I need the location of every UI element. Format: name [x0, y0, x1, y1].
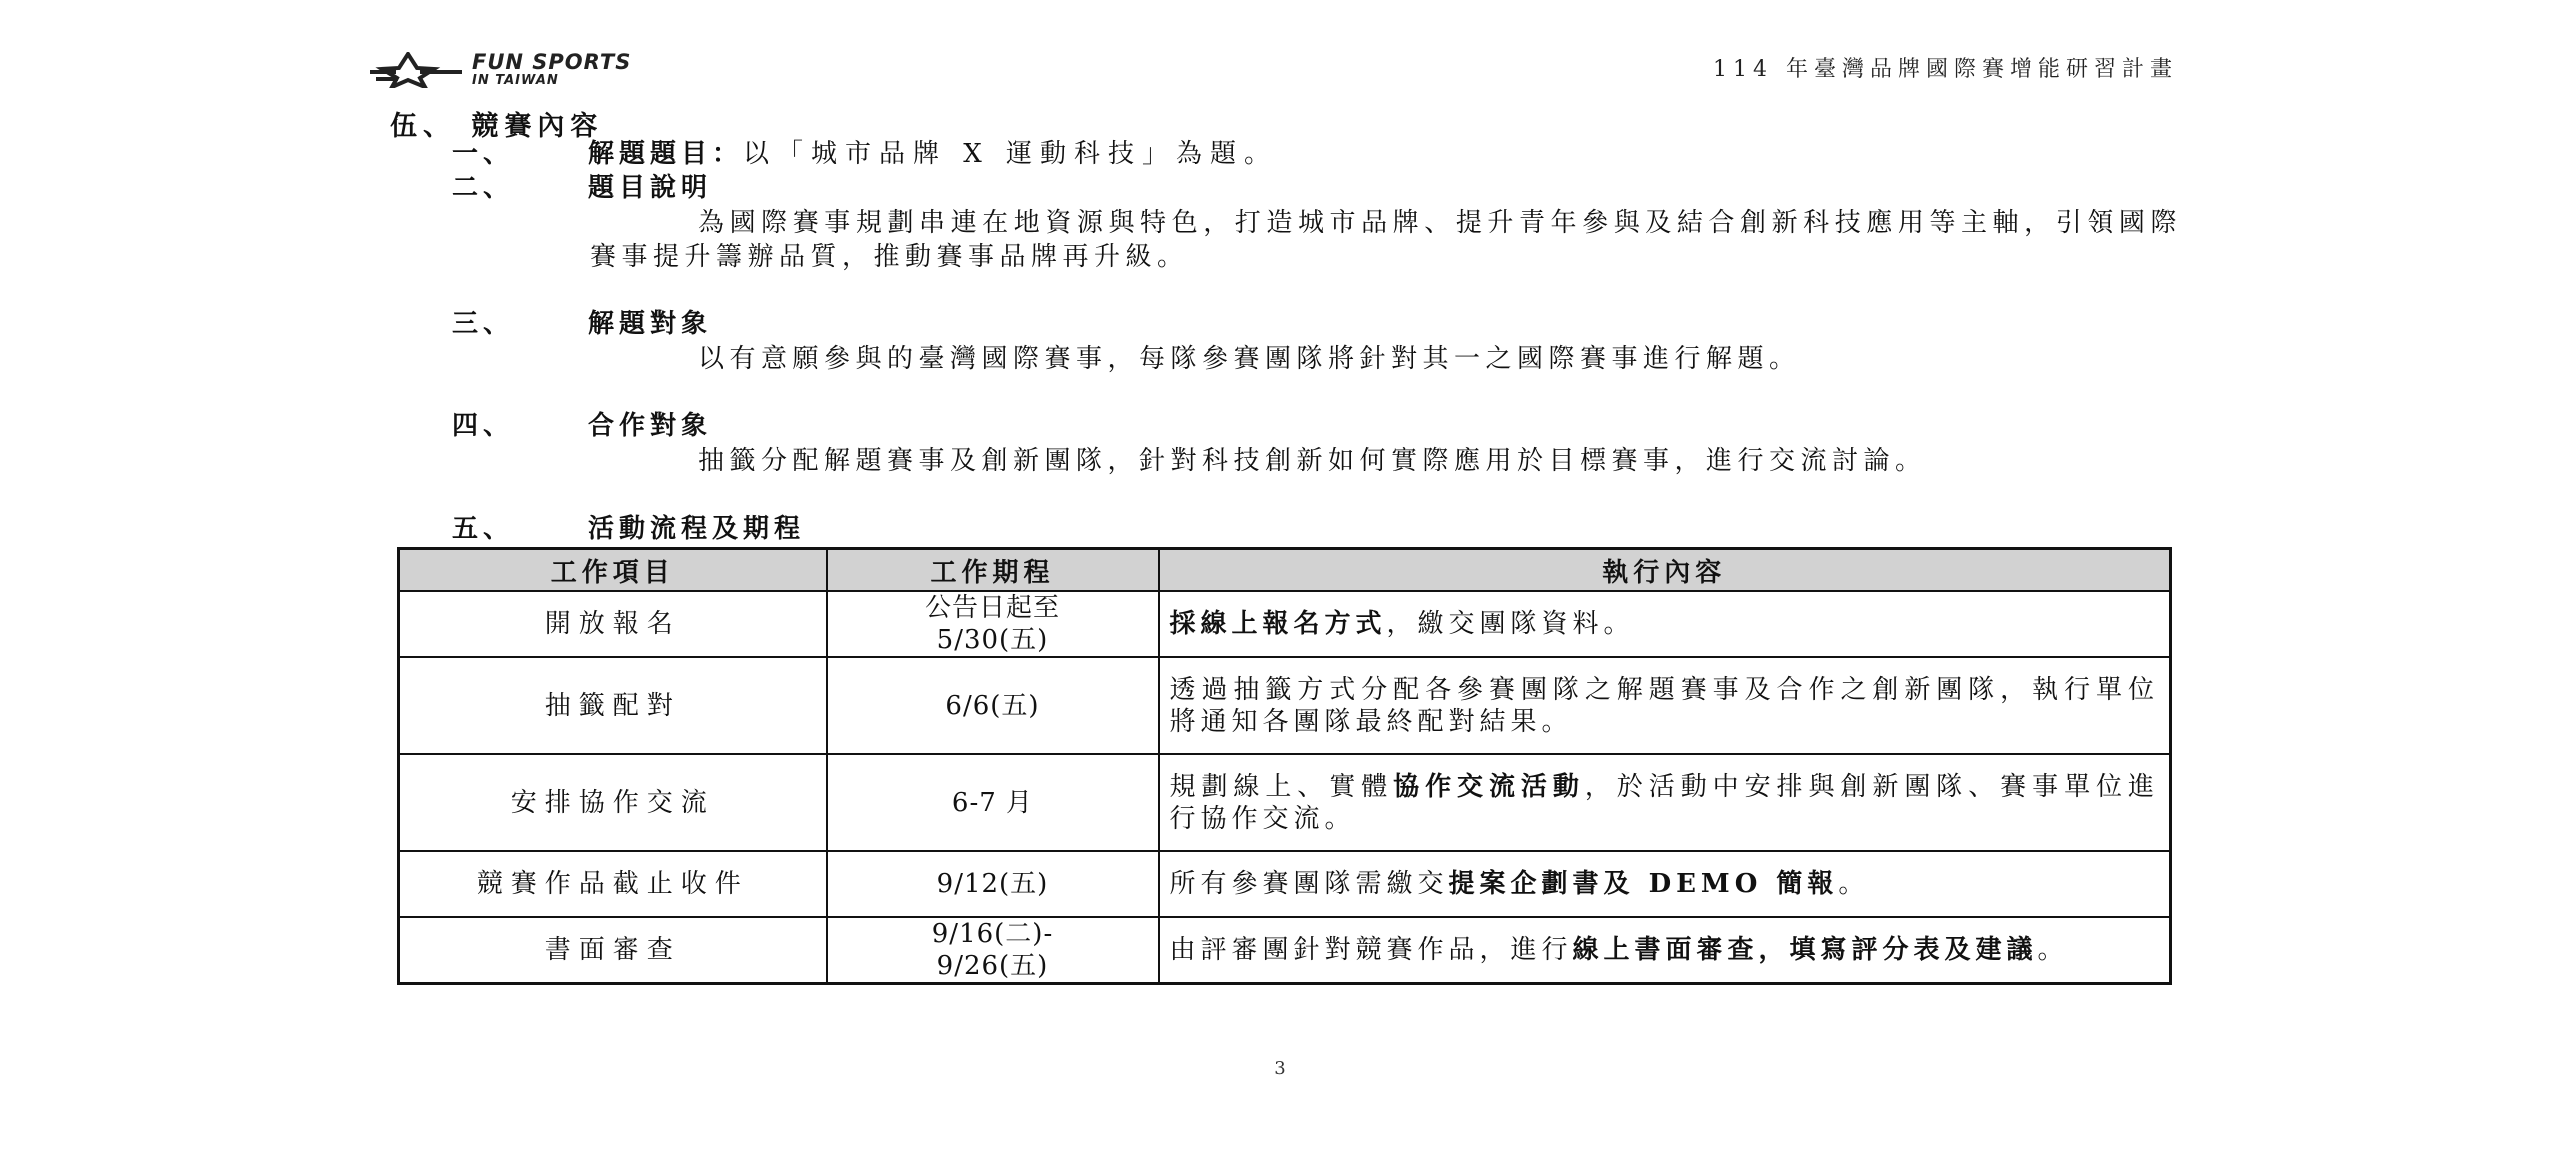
period-line: 9/16(二)-: [931, 919, 1054, 949]
content-cell: [1159, 591, 2171, 657]
period-line: 公告日起至: [924, 593, 1060, 623]
section-paragraph: 抽籤分配解題賽事及創新團隊，針對科技創新如何實際應用於目標賽事，進行交流討論。: [698, 446, 1927, 476]
section-inline-text: 以「城市品牌 X 運動科技」為題。: [743, 139, 1279, 169]
content-bold-text: 線上書面審查，填寫評分表及建議: [1572, 935, 2038, 965]
section-number: 五、: [452, 514, 515, 544]
work-period-cell: [827, 917, 1159, 984]
work-period-cell: [827, 754, 1159, 851]
period-line: 5/30(五): [936, 625, 1049, 655]
table-row: [399, 657, 2171, 754]
runner-star-icon: [368, 52, 464, 88]
section-target: [452, 308, 2182, 376]
section-paragraph: 為國際賽事規劃串連在地資源與特色，打造城市品牌、提升青年參與及結合創新科技應用等主軸，引領國際賽事提升籌辦品質，推動賽事品牌再升級。: [590, 208, 2182, 272]
chapter-heading: 伍、 競賽內容: [390, 111, 604, 142]
section-heading: [452, 308, 2182, 342]
section-number: 二、: [452, 173, 515, 203]
content-text: ，於活動中安排與創新團隊、賽事單位進行協作交流。: [1169, 771, 2159, 834]
section-title: 題目說明: [588, 173, 713, 203]
section-topic: [452, 138, 2182, 172]
content-cell: [1159, 657, 2171, 754]
period-line: 6-7 月: [951, 787, 1034, 818]
work-item-cell: 安排協作交流: [399, 754, 827, 851]
fun-sports-logo: [368, 52, 728, 88]
work-item-cell: 書面審查: [399, 917, 827, 984]
work-item-cell: 抽籤配對: [399, 657, 827, 754]
header-work-item: 工作項目: [399, 549, 827, 592]
logo-wordmark: [472, 52, 732, 87]
section-number: 三、: [452, 309, 515, 339]
header-title: 114 年臺灣品牌國際賽增能研習計畫: [1713, 57, 2178, 82]
page-number: 3: [1274, 1058, 1286, 1079]
content-cell: [1159, 851, 2171, 917]
section-number: 四、: [452, 411, 515, 441]
work-period-cell: [827, 591, 1159, 657]
header-content: 執行內容: [1159, 549, 2171, 592]
period-line: 9/26(五): [936, 951, 1049, 981]
section-number: 一、: [452, 139, 515, 169]
table-row: [399, 851, 2171, 917]
table-row: [399, 754, 2171, 851]
section-heading: [452, 513, 2182, 547]
section-title: 活動流程及期程: [588, 514, 806, 544]
logo-line1: FUN SPORTS: [472, 50, 632, 74]
content-bold-text: 協作交流活動: [1393, 771, 1585, 802]
section-partner: [452, 410, 2182, 478]
section-heading: [452, 138, 2182, 172]
period-line: 6/6(五): [945, 690, 1040, 721]
table-header-row: [399, 549, 2171, 592]
section-title: 合作對象: [588, 411, 713, 441]
content-text: 。: [2037, 935, 2069, 965]
content-cell: [1159, 754, 2171, 851]
content-text: 規劃線上、實體: [1169, 771, 1394, 802]
content-bold-text: 採線上報名方式: [1169, 609, 1387, 639]
table-row: [399, 917, 2171, 984]
header-work-period: 工作期程: [827, 549, 1159, 592]
section-title: 解題對象: [588, 309, 713, 339]
section-heading: [452, 410, 2182, 444]
content-cell: [1159, 917, 2171, 984]
section-description: [452, 172, 2182, 274]
section-schedule: [452, 513, 2182, 547]
content-text: 。: [1838, 869, 1870, 899]
work-item-cell: 競賽作品截止收件: [399, 851, 827, 917]
schedule-table: [397, 547, 2172, 985]
content-text: 所有參賽團隊需繳交: [1169, 869, 1449, 899]
work-period-cell: [827, 657, 1159, 754]
content-text: ，繳交團隊資料。: [1386, 609, 1635, 639]
section-heading: [452, 172, 2182, 206]
section-paragraph: 以有意願參與的臺灣國際賽事，每隊參賽團隊將針對其一之國際賽事進行解題。: [698, 344, 1801, 374]
work-period-cell: [827, 851, 1159, 917]
period-line: 9/12(五): [936, 869, 1049, 899]
logo-line2: IN TAIWAN: [472, 73, 559, 88]
section-title: 解題題目：: [588, 139, 744, 169]
content-text: 由評審團針對競賽作品，進行: [1169, 935, 1573, 965]
table-row: [399, 591, 2171, 657]
content-bold-text: 提案企劃書及 DEMO 簡報: [1448, 869, 1839, 899]
work-item-cell: 開放報名: [399, 591, 827, 657]
content-text: 透過抽籤方式分配各參賽團隊之解題賽事及合作之創新團隊，執行單位將通知各團隊最終配對結果。: [1169, 674, 2159, 737]
